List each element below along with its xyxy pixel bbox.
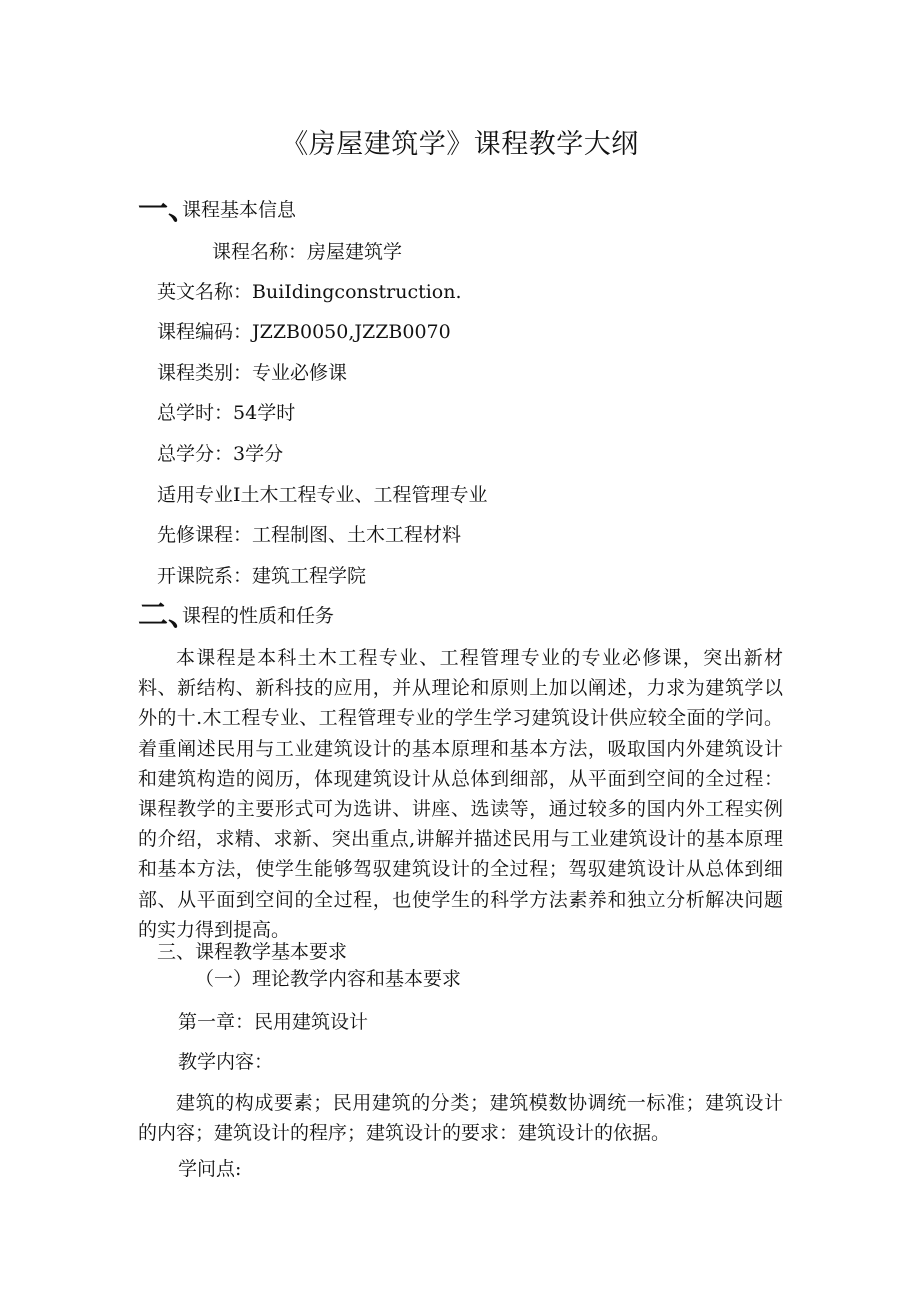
field-prerequisites: [157, 521, 461, 549]
section-2-heading-row: [138, 598, 335, 633]
field-value: 建筑工程学院: [252, 565, 367, 587]
field-value: 54学时: [233, 402, 296, 424]
field-english-name: [157, 278, 462, 306]
field-total-credits: [157, 440, 283, 468]
field-course-name: [212, 238, 402, 266]
section-2-heading: 课程的性质和任务: [182, 605, 335, 627]
section-2-number: 二、: [138, 598, 198, 633]
field-label: 课程类别：: [157, 362, 253, 384]
field-applicable-major: [157, 481, 488, 509]
field-department: [157, 562, 366, 590]
field-value: JZZB0050,JZZB0070: [252, 321, 451, 343]
document-title: 《房屋建筑学》课程教学大纲: [281, 129, 639, 160]
field-value: BuiIdingconstruction.: [252, 281, 462, 303]
field-value: 工程制图、土木工程材料: [252, 524, 462, 546]
chapter-1-heading: 第一章：民用建筑设计: [178, 1011, 369, 1033]
field-value: 房屋建筑学: [307, 241, 403, 263]
field-course-code: [157, 318, 451, 346]
field-label: 总学分：: [157, 443, 234, 465]
teaching-content-label: 教学内容：: [178, 1051, 274, 1073]
field-label: 课程名称：: [212, 241, 308, 263]
field-label: 英文名称：: [157, 281, 253, 303]
field-label: 课程编码：: [157, 321, 253, 343]
teaching-content-paragraph: 建筑的构成要素；民用建筑的分类；建筑模数协调统一标准；建筑设计的内容；建筑设计的程序；建筑设计的要求：建筑设计的依据。: [138, 1092, 783, 1145]
section-2-paragraph: 本课程是本科土木工程专业、工程管理专业的专业必修课，突出新材料、新结构、新科技的应用，并从理论和原则上加以阐述，力求为建筑学以外的十.木工程专业、工程管理专业的学生学习建筑设计供应较全面的学问。着重阐述民用与工业建筑设计的基本原理和基本方法，吸取国内外建筑设计和建筑构造的阅历，体现建筑设计从总体到细部，从平面到空间的全过程：课程教学的主要形式可为选讲、讲座、选读等，通过较多的国内外工程实例的介绍，求精、求新、突出重点,讲解并描述民用与工业建筑设计的基本原理和基本方法，使学生能够驾驭建筑设计的全过程；驾驭建筑设计从总体到细部、从平面到空间的全过程，也使学生的科学方法素养和独立分析解决问题的实力得到提高。: [138, 647, 783, 941]
section-1-heading-row: [138, 192, 297, 227]
field-value: 土木工程专业、工程管理专业: [240, 484, 488, 506]
field-total-hours: [157, 399, 295, 427]
subsection-theory: （一）理论教学内容和基本要求: [195, 968, 462, 990]
field-value: 3学分: [233, 443, 284, 465]
section-1-number: 一、: [138, 192, 198, 227]
field-value: 专业必修课: [252, 362, 348, 384]
field-label: 总学时：: [157, 402, 234, 424]
knowledge-points-label: 学问点:: [178, 1158, 242, 1180]
field-label: 适用专业I: [157, 484, 241, 506]
field-label: 开课院系：: [157, 565, 253, 587]
section-1-heading: 课程基本信息: [182, 199, 297, 221]
field-course-category: [157, 359, 347, 387]
section-3-heading: 三、课程教学基本要求: [157, 941, 348, 963]
field-label: 先修课程：: [157, 524, 253, 546]
